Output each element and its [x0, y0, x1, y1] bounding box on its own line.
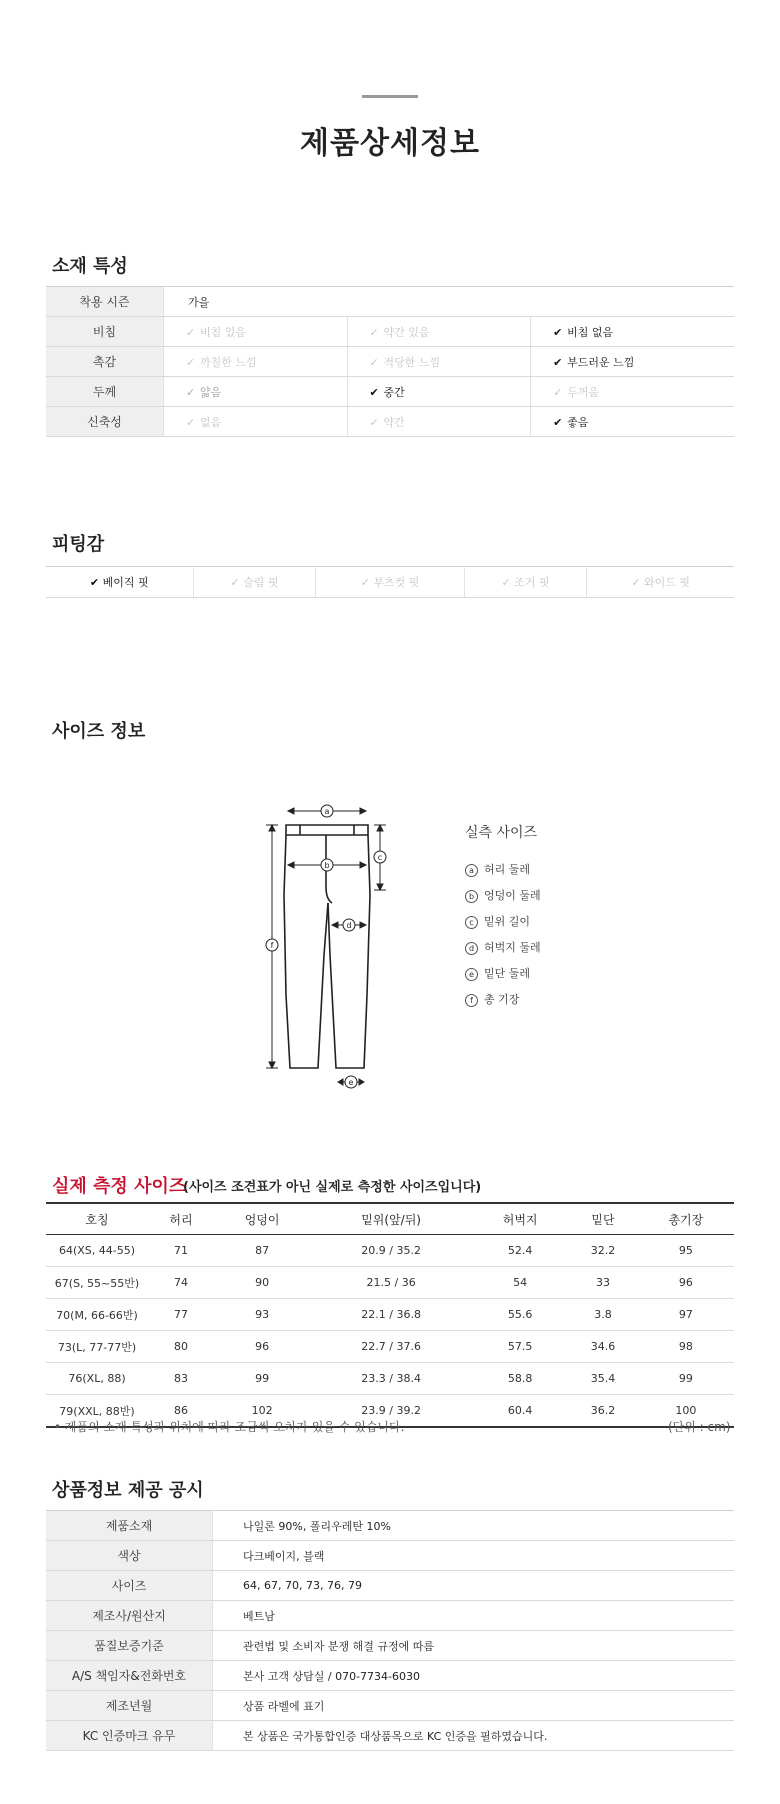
unit-label: (단위 : cm)	[668, 1420, 731, 1434]
fitting-table	[46, 566, 734, 598]
table-row	[46, 347, 734, 377]
option-cell	[164, 317, 348, 347]
option-text: 비침 있음	[200, 325, 247, 339]
legend-mark: c	[465, 916, 478, 929]
info-label: A/S 책임자&전화번호	[46, 1661, 213, 1691]
check-icon: ✓	[186, 415, 196, 429]
size-info-section-title: 사이즈 정보	[52, 721, 146, 742]
size-cell: 93	[214, 1299, 310, 1331]
size-cell: 60.4	[507, 1404, 533, 1417]
size-cell: 102	[251, 1404, 273, 1417]
size-cell: 22.7 / 37.6	[310, 1331, 472, 1363]
measurement-footnote: • 제품의 소재 특성과 위치에 따라 조금씩 오차가 있을 수 있습니다.	[54, 1420, 405, 1434]
size-cell: 97	[638, 1299, 734, 1331]
legend-item	[465, 939, 541, 955]
option-text: 없음	[200, 415, 222, 429]
check-icon: ✔	[553, 415, 563, 429]
legend-mark: a	[465, 864, 478, 877]
option-cell	[164, 407, 348, 437]
size-cell: 76(XL, 88)	[46, 1363, 148, 1395]
option-text: 약간 있음	[383, 325, 430, 339]
size-cell: 35.4	[568, 1363, 637, 1395]
table-row	[46, 1571, 734, 1601]
size-cell: 58.8	[472, 1363, 568, 1395]
legend-item	[465, 965, 530, 981]
size-cell: 22.1 / 36.8	[310, 1299, 472, 1331]
option-text: 얇음	[200, 385, 222, 399]
table-header-row	[46, 1203, 734, 1235]
size-cell: 23.3 / 38.4	[310, 1363, 472, 1395]
col-header: 호칭	[46, 1203, 148, 1235]
option-text: 두꺼움	[567, 385, 599, 399]
legend-title: 실측 사이즈	[465, 825, 538, 841]
option-text: 좋음	[567, 415, 589, 429]
col-header: 허벅지	[472, 1203, 568, 1235]
size-cell: 36.2	[590, 1404, 616, 1417]
info-value: 다크베이지, 블랙	[213, 1541, 735, 1571]
legend-item	[465, 991, 519, 1007]
option-text: 베이직 핏	[102, 576, 149, 589]
legend-item	[465, 887, 541, 903]
table-row	[46, 1299, 734, 1331]
col-header: 밑단	[568, 1203, 637, 1235]
check-icon: ✓	[553, 385, 563, 399]
table-row	[46, 1511, 734, 1541]
size-table	[46, 1202, 734, 1428]
fit-option	[316, 567, 464, 598]
size-cell: 20.9 / 35.2	[310, 1235, 472, 1267]
product-info-table	[46, 1510, 734, 1751]
size-cell: 95	[638, 1235, 734, 1267]
option-text: 적당한 느낌	[383, 355, 441, 369]
size-cell: 70(M, 66-66반)	[46, 1299, 148, 1331]
legend-text: 밑단 둘레	[484, 967, 531, 980]
mark-c: c	[377, 853, 383, 862]
season-label: 착용 시즌	[46, 287, 164, 317]
size-cell: 96	[214, 1331, 310, 1363]
row-label: 두께	[46, 377, 164, 407]
legend-mark: b	[465, 890, 478, 903]
table-row	[46, 1363, 734, 1395]
size-cell: 71	[148, 1235, 214, 1267]
real-size-note: (사이즈 조견표가 아닌 실제로 측정한 사이즈입니다)	[183, 1180, 482, 1195]
table-row	[46, 1631, 734, 1661]
size-cell: 34.6	[568, 1331, 637, 1363]
size-cell: 98	[638, 1331, 734, 1363]
size-cell: 54	[472, 1267, 568, 1299]
mark-f: f	[270, 941, 274, 950]
option-text: 슬림 핏	[243, 576, 279, 589]
legend-mark: f	[465, 994, 478, 1007]
size-cell: 96	[638, 1267, 734, 1299]
option-text: 약간	[383, 415, 405, 429]
info-label: 제조년월	[46, 1691, 213, 1721]
info-value: 나일론 90%, 폴리우레탄 10%	[213, 1511, 735, 1541]
option-cell-selected	[531, 347, 734, 377]
option-cell-selected	[347, 377, 531, 407]
option-text: 비침 없음	[567, 325, 614, 339]
check-icon: ✓	[631, 576, 645, 589]
mark-e: e	[348, 1078, 354, 1087]
page-title: 제품상세정보	[300, 126, 480, 161]
size-cell: 79(XXL, 88반)	[59, 1404, 135, 1418]
check-icon: ✔	[369, 385, 379, 399]
legend-mark: e	[465, 968, 478, 981]
check-icon: ✔	[89, 576, 103, 589]
option-cell	[164, 377, 348, 407]
check-icon: ✓	[369, 325, 379, 339]
option-text: 까칠한 느낌	[200, 355, 257, 369]
info-value: 본사 고객 상담실 / 070-7734-6030	[213, 1661, 735, 1691]
table-row	[46, 407, 734, 437]
table-row	[46, 1541, 734, 1571]
check-icon: ✓	[186, 385, 196, 399]
option-text: 와이드 핏	[644, 576, 691, 589]
info-value: 상품 라벨에 표기	[213, 1691, 735, 1721]
size-cell: 83	[148, 1363, 214, 1395]
table-row	[46, 1661, 734, 1691]
legend-item	[465, 861, 530, 877]
legend-mark: d	[465, 942, 478, 955]
table-row	[46, 287, 734, 317]
table-row	[46, 317, 734, 347]
table-row	[46, 1267, 734, 1299]
size-cell: 99	[214, 1363, 310, 1395]
size-cell: 86	[173, 1404, 188, 1417]
legend-text: 밑위 길이	[484, 915, 531, 928]
table-row	[46, 1601, 734, 1631]
size-cell: 21.5 / 36	[310, 1267, 472, 1299]
table-row	[46, 1331, 734, 1363]
product-info-section-title: 상품정보 제공 공시	[52, 1480, 204, 1501]
info-label: 사이즈	[46, 1571, 213, 1601]
info-value: 본 상품은 국가통합인증 대상품목으로 KC 인증을 필하였습니다.	[213, 1721, 735, 1751]
info-label: 색상	[46, 1541, 213, 1571]
table-row	[46, 567, 734, 598]
size-cell: 55.6	[472, 1299, 568, 1331]
size-cell: 73(L, 77-77반)	[46, 1331, 148, 1363]
fit-option	[193, 567, 316, 598]
info-value: 베트남	[213, 1601, 735, 1631]
option-cell-selected	[531, 317, 734, 347]
table-row	[46, 377, 734, 407]
check-icon: ✓	[186, 325, 196, 339]
info-label: 품질보증기준	[46, 1631, 213, 1661]
col-header: 밑위(앞/뒤)	[310, 1203, 472, 1235]
size-cell: 67(S, 55~55반)	[46, 1267, 148, 1299]
legend-text: 허리 둘레	[484, 863, 531, 876]
size-cell: 32.2	[568, 1235, 637, 1267]
size-cell: 74	[148, 1267, 214, 1299]
size-cell: 33	[568, 1267, 637, 1299]
size-cell: 100	[675, 1404, 697, 1417]
check-icon: ✓	[186, 355, 196, 369]
option-cell	[347, 407, 531, 437]
mark-d: d	[346, 921, 352, 930]
info-value: 관련법 및 소비자 분쟁 해결 규정에 따름	[213, 1631, 735, 1661]
option-text: 중간	[383, 385, 405, 399]
material-table	[46, 286, 734, 437]
col-header: 허리	[148, 1203, 214, 1235]
material-section-title: 소재 특성	[52, 256, 128, 277]
title-divider	[362, 95, 418, 98]
option-text: 부츠컷 핏	[373, 576, 420, 589]
info-label: 제조사/원산지	[46, 1601, 213, 1631]
info-label: KC 인증마크 유무	[46, 1721, 213, 1751]
size-cell: 99	[638, 1363, 734, 1395]
size-cell: 90	[214, 1267, 310, 1299]
check-icon: ✓	[360, 576, 374, 589]
size-cell: 77	[148, 1299, 214, 1331]
check-icon: ✓	[230, 576, 244, 589]
legend-text: 총 기장	[484, 993, 520, 1006]
table-row	[46, 1691, 734, 1721]
check-icon: ✔	[553, 325, 563, 339]
option-cell	[347, 347, 531, 377]
season-value: 가을	[164, 287, 735, 317]
info-label: 제품소재	[46, 1511, 213, 1541]
fit-option	[464, 567, 587, 598]
option-cell-selected	[531, 407, 734, 437]
option-cell	[347, 317, 531, 347]
col-header: 엉덩이	[214, 1203, 310, 1235]
table-row	[46, 1235, 734, 1267]
row-label: 촉감	[46, 347, 164, 377]
legend-text: 허벅지 둘레	[484, 941, 541, 954]
fit-option	[587, 567, 734, 598]
option-text: 부드러운 느낌	[567, 355, 635, 369]
fitting-section-title: 피팅감	[52, 534, 105, 555]
size-cell: 23.9 / 39.2	[361, 1404, 421, 1417]
legend-item	[465, 913, 530, 929]
real-size-title: 실제 측정 사이즈	[52, 1176, 187, 1197]
mark-a: a	[324, 807, 330, 816]
info-value: 64, 67, 70, 73, 76, 79	[213, 1571, 735, 1601]
table-row	[46, 1721, 734, 1751]
check-icon: ✓	[369, 415, 379, 429]
option-cell	[164, 347, 348, 377]
mark-b: b	[324, 861, 330, 870]
check-icon: ✓	[369, 355, 379, 369]
option-text: 조거 핏	[514, 576, 550, 589]
row-label: 신축성	[46, 407, 164, 437]
row-label: 비침	[46, 317, 164, 347]
size-cell: 57.5	[472, 1331, 568, 1363]
col-header: 총기장	[638, 1203, 734, 1235]
size-cell: 64(XS, 44-55)	[46, 1235, 148, 1267]
size-cell: 87	[214, 1235, 310, 1267]
size-cell: 3.8	[568, 1299, 637, 1331]
check-icon: ✔	[553, 355, 563, 369]
legend-text: 엉덩이 둘레	[484, 889, 541, 902]
check-icon: ✓	[501, 576, 515, 589]
pants-diagram	[250, 795, 390, 1095]
fit-option-selected	[46, 567, 193, 598]
option-cell	[531, 377, 734, 407]
size-cell: 52.4	[472, 1235, 568, 1267]
size-cell: 80	[148, 1331, 214, 1363]
